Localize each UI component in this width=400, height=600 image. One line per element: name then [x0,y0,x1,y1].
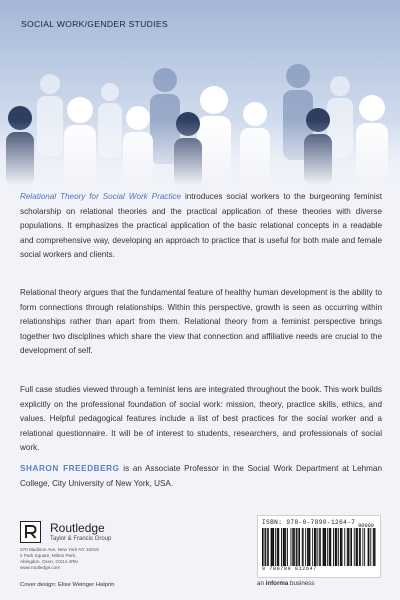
barcode-bar [285,528,286,566]
barcode-bar [284,528,285,566]
category-label: SOCIAL WORK/GENDER STUDIES [21,19,168,29]
barcode-bar [265,528,266,566]
barcode-bar [272,528,274,566]
barcode-bar [296,528,297,566]
informa-suffix: business [288,580,315,587]
author-name: SHARON FREEDBERG [20,464,120,473]
barcode-bar [330,528,332,566]
barcode [257,515,381,578]
barcode-bar [262,528,264,566]
barcode-bar [338,528,339,566]
barcode-bar [303,528,304,566]
barcode-bar [369,528,370,566]
barcode-bar [267,528,269,566]
barcode-bar [305,528,306,566]
barcode-bar [370,528,371,566]
barcode-bar [347,528,348,566]
barcode-bar [291,528,292,566]
barcode-bar [281,528,282,566]
barcode-bar [364,528,365,566]
address-line: 2 Park Square, Milton Park, [20,552,77,558]
barcode-bar [298,528,300,566]
barcode-bar [348,528,349,566]
barcode-bar [293,528,295,566]
barcode-bar [324,528,325,566]
barcode-bar [335,528,337,566]
barcode-bar [356,528,358,566]
barcode-bar [333,528,334,566]
barcode-bar [309,528,311,566]
barcode-bar [312,528,313,566]
publisher-address [20,547,99,571]
barcode-bar [362,528,363,566]
barcode-digits: 9 780789 012647 [262,566,317,572]
address-line: Abingdon, Oxon, OX14 4RN [20,558,78,564]
barcode-bar [278,528,280,566]
barcode-bar [272,528,273,566]
barcode-bar [287,528,288,566]
barcode-bar [350,528,352,566]
barcode-bar [275,528,276,566]
barcode-bar [319,528,321,566]
barcode-bar [368,528,369,566]
barcode-bar [265,528,266,566]
author-bio-text: is an Associate Professor in the Social Work Department at Lehman College, City University of New York, USA. [20,464,382,488]
cover-design-credit: Cover design: Elise Weinger Halprin [20,582,115,588]
barcode-bar [302,528,303,566]
barcode-bar [374,528,375,566]
barcode-bar [292,528,293,566]
isbn-label: ISBN: 978-0-7890-1264-7 [262,519,356,526]
informa-tagline [257,580,314,587]
address-line: www.routledge.com [20,564,61,570]
author-bio [20,462,382,491]
publisher-name: Routledge [50,521,105,535]
barcode-bar [336,528,337,566]
barcode-bar [307,528,308,566]
barcode-bar [329,528,330,566]
publisher-group: Taylor & Francis Group [50,536,112,542]
barcode-bar [357,528,358,566]
barcode-bar [271,528,272,566]
barcode-bar [297,528,298,566]
address-line: 270 Madison Ave, New York NY 10016 [20,547,99,552]
barcode-bar [283,528,285,566]
barcode-bar [317,528,318,566]
description-paragraph-2: Relational theory argues that the fundamental feature of healthy human development is the ability to form connections through relationships. Within this perspective, growth is seen as occurring within relationships rather than apart from them. Relational theory from a feminist perspective brings together two disciplines which share the view that connection and affiliative needs are crucial to the development of self. [20,288,382,356]
barcode-bar [314,528,316,566]
barcode-bar [340,528,342,566]
barcode-bar [342,528,343,566]
description-paragraph-3: Full case studies viewed through a feminist lens are integrated throughout the book. This work builds explicitly on the professional foundation of social work: mission, theory, practice skills, ethics, and values. Helpful pedagogical features include a list of best practices for the social worker and a relational questionnaire. It will be of interest to students, researchers, and professionals of social work. [20,385,382,453]
price-code: 90000 [358,523,374,529]
informa-brand: informa [265,580,289,587]
barcode-bar [327,528,328,566]
barcode-bar [360,528,361,566]
barcode-bar [324,528,326,566]
informa-prefix: an [257,580,266,587]
routledge-logo-icon [20,521,41,543]
barcode-bar [354,528,355,566]
barcode-bar [375,528,376,566]
barcode-bar [277,528,278,566]
barcode-bar [308,528,309,566]
barcode-bar [349,528,350,566]
barcode-bars-icon [262,528,376,566]
barcode-bar [323,528,324,566]
description-paragraph-1-text: introduces social workers to the burgeoning feminist scholarship on relational theories and the practical application of these theories with diverse populations. It emphasizes the practical application of the basic relational concepts in a readable and comprehensive way, developing an approach to practice that is useful for both male and female social workers and clients. [20,192,382,260]
book-title: Relational Theory for Social Work Practice [20,192,182,201]
description-paragraph-1 [20,190,382,263]
barcode-bar [373,528,374,566]
barcode-bar [359,528,360,566]
barcode-bar [316,528,317,566]
barcode-bar [344,528,345,566]
